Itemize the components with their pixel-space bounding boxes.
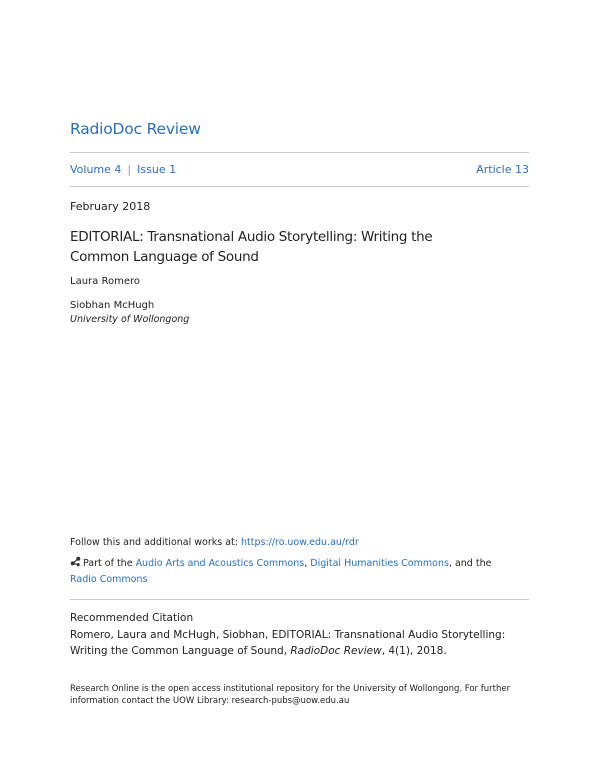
citation-heading: Recommended Citation bbox=[70, 612, 194, 624]
part-of-prefix: Part of the bbox=[83, 558, 136, 569]
citation-text bbox=[70, 627, 529, 659]
audio-arts-commons-link[interactable]: Audio Arts and Acoustics Commons bbox=[135, 558, 305, 569]
follow-text: Follow this and additional works at: bbox=[70, 537, 241, 548]
publication-date: February 2018 bbox=[70, 200, 151, 213]
article-title: EDITORIAL: Transnational Audio Storytelling: Writing the Common Language of Sound bbox=[70, 229, 433, 265]
divider bbox=[70, 599, 529, 600]
issue-link[interactable]: Issue 1 bbox=[137, 163, 177, 176]
part-of-line bbox=[70, 556, 510, 588]
radio-commons-link[interactable]: Radio Commons bbox=[70, 574, 148, 585]
issue-meta-row bbox=[70, 163, 529, 176]
author-affiliation: University of Wollongong bbox=[70, 314, 190, 325]
author-name: Siobhan McHugh bbox=[70, 300, 155, 311]
repository-footer: Research Online is the open access institutional repository for the University of Wollongong. For further information contact the UOW Library: research-pubs@uow.edu.au bbox=[70, 684, 511, 706]
repository-link[interactable]: https://ro.uow.edu.au/rdr bbox=[241, 537, 359, 548]
digital-humanities-commons-link[interactable]: Digital Humanities Commons bbox=[310, 558, 449, 569]
separator: , bbox=[304, 558, 311, 569]
article-link[interactable]: Article 13 bbox=[476, 163, 529, 176]
divider bbox=[70, 152, 529, 153]
citation-volume: , 4(1), 2018. bbox=[381, 645, 447, 657]
citation-body: Romero, Laura and McHugh, Siobhan, EDITORIAL: Transnational Audio Storytelling: Writing the Common Language of Sound, bbox=[70, 629, 506, 657]
separator: | bbox=[127, 163, 132, 176]
journal-title[interactable]: RadioDoc Review bbox=[70, 120, 201, 138]
citation-journal: RadioDoc Review bbox=[290, 645, 382, 657]
commons-network-icon bbox=[70, 556, 81, 567]
follow-line bbox=[70, 537, 359, 548]
volume-link[interactable]: Volume 4 bbox=[70, 163, 122, 176]
divider bbox=[70, 186, 529, 187]
separator: , and the bbox=[448, 558, 492, 569]
author-name: Laura Romero bbox=[70, 276, 140, 287]
